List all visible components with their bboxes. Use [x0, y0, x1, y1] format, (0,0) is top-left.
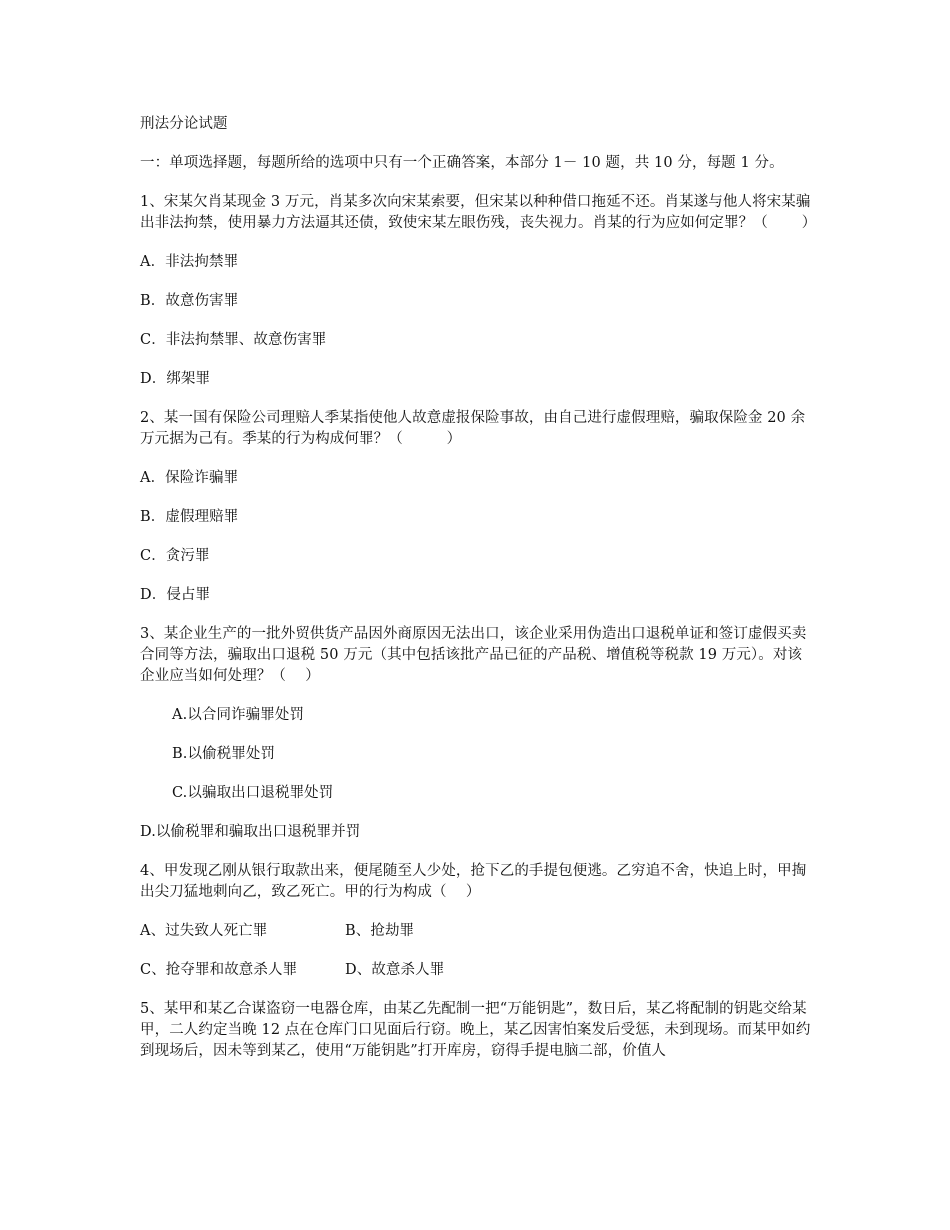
question-5-stem: 5、某甲和某乙合谋盗窃一电器仓库，由某乙先配制一把“万能钥匙”，数日后，某乙将配制的钥匙交给某甲，二人约定当晚 12 点在仓库门口见面后行窃。晚上，某乙因害怕案发后受惩，未到现场。而某甲如约到现场后，因未等到某乙，使用“万能钥匙”打开库房，窃得手提电脑二部，价值人	[140, 1001, 811, 1059]
question-2-stem: 2、某一国有保险公司理赔人季某指使他人故意虚报保险事故，由自己进行虚假理赔，骗取保险金 20 余万元据为己有。季某的行为构成何罪？（ ）	[140, 410, 806, 447]
question-4-options-row-1	[140, 921, 812, 942]
question-3-option-c: C.以骗取出口退税罪处罚	[172, 785, 334, 801]
question-4-option-a: A、过失致人死亡罪	[140, 923, 268, 939]
question-3-option-a: A.以合同诈骗罪处罚	[172, 707, 305, 723]
question-2-option-b: B．虚假理赔罪	[140, 509, 239, 525]
document-body	[140, 114, 817, 1080]
question-3-stem: 3、某企业生产的一批外贸供货产品因外商原因无法出口，该企业采用伪造出口退税单证和签订虚假买卖合同等方法，骗取出口退税 50 万元（其中包括该批产品已征的产品税、增值税等税款 19 万元）。对该企业应当如何处理？（ ）	[140, 626, 807, 684]
document-title: 刑法分论试题	[140, 116, 228, 132]
section-header: 一：单项选择题，每题所给的选项中只有一个正确答案，本部分 1－ 10 题，共 10 分，每题 1 分。	[140, 155, 784, 171]
question-4-option-b: B、抢劫罪	[345, 923, 415, 939]
question-3-option-b: B.以偷税罪处罚	[172, 746, 276, 762]
question-3-option-d: D.以偷税罪和骗取出口退税罪并罚	[140, 824, 361, 840]
question-1-stem: 1、宋某欠肖某现金 3 万元，肖某多次向宋某索要，但宋某以种种借口拖延不还。肖某遂与他人将宋某骗出非法拘禁，使用暴力方法逼其还债，致使宋某左眼伤残，丧失视力。肖某的行为应如何定罪？（ ）	[140, 194, 817, 231]
question-4-stem: 4、甲发现乙刚从银行取款出来，便尾随至人少处，抢下乙的手提包便逃。乙穷追不舍，快追上时，甲掏出尖刀猛地刺向乙，致乙死亡。甲的行为构成（ ）	[140, 863, 807, 900]
question-2-option-a: A．保险诈骗罪	[140, 470, 239, 486]
question-1-option-d: D．绑架罪	[140, 371, 211, 387]
question-2-option-d: D．侵占罪	[140, 587, 211, 603]
question-1-option-b: B．故意伤害罪	[140, 293, 239, 309]
question-1-option-c: C．非法拘禁罪、故意伤害罪	[140, 332, 327, 348]
question-2-option-c: C．贪污罪	[140, 548, 210, 564]
question-4-options-row-2	[140, 960, 812, 981]
question-1-option-a: A．非法拘禁罪	[140, 254, 239, 270]
question-4-option-d: D、故意杀人罪	[345, 962, 445, 978]
question-4-option-c: C、抢夺罪和故意杀人罪	[140, 962, 298, 978]
